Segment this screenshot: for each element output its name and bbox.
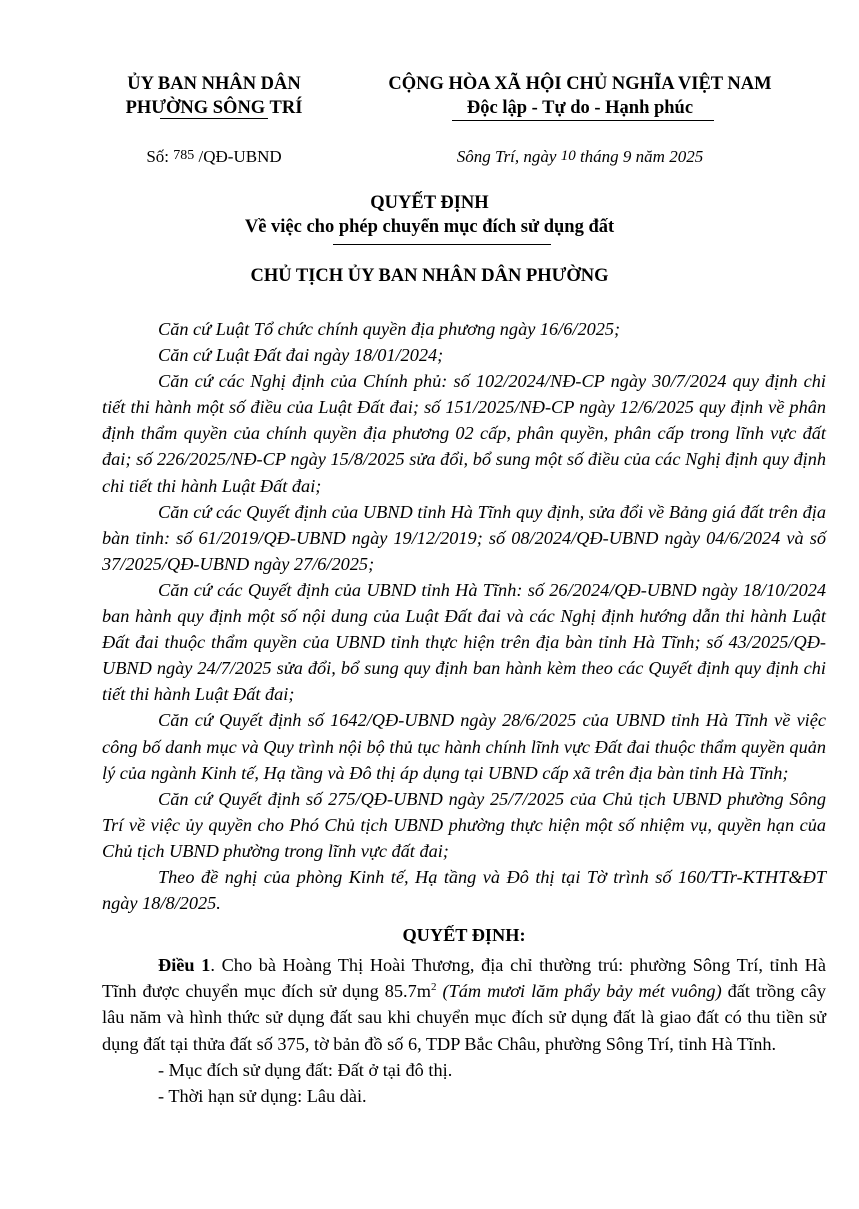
article-1-item: - Mục đích sử dụng đất: Đất ở tại đô thị. [158,1059,453,1080]
decision-heading: QUYẾT ĐỊNH: [402,925,526,946]
authority-line-1: ỦY BAN NHÂN DÂN [127,74,301,94]
area-in-words: (Tám mươi lăm phẩy bảy mét vuông) [436,981,722,1002]
preamble-clause: Căn cứ Luật Đất đai ngày 18/01/2024; [158,345,444,366]
preamble-clause: Căn cứ Quyết định số 1642/QĐ-UBND ngày 28/6/2025 của UBND tỉnh Hà Tĩnh về việc công bố danh mục và Quy trình nội bộ thủ tục hành chính lĩnh vực Đất đai thuộc thẩm quyền quản lý của ngành Kinh tế, Hạ tầng và Đô thị áp dụng tại UBND cấp xã trên địa bàn tỉnh Hà Tĩnh; [102,710,826,783]
document-number-value: 785 [173,148,195,163]
document-body [102,316,826,1109]
article-1: Điều 1. Cho bà Hoàng Thị Hoài Thương, địa chỉ thường trú: phường Sông Trí, tỉnh Hà Tĩnh được chuyển mục đích sử dụng $85.7m^2$ (Tám mươi lăm phẩy bảy mét vuông) đất trồng cây lâu năm và hình thức sử dụng đất sau khi chuyển mục đích sử dụng đất là giao đất có thu tiền sử dụng đất tại thửa đất số 375, tờ bản đồ số 6, TDP Bắc Châu, phường Sông Trí, tỉnh Hà Tĩnh. [102,955,826,1054]
document-type-title: QUYẾT ĐỊNH [370,193,489,213]
authority-underline [160,118,268,119]
motto-underline [452,120,714,121]
preamble-clause: Theo đề nghị của phòng Kinh tế, Hạ tầng và Đô thị tại Tờ trình số 160/TTr-KTHT&ĐT ngày 18/8/2025. [102,866,826,914]
preamble-clause: Căn cứ Luật Tổ chức chính quyền địa phương ngày 16/6/2025; [158,319,621,339]
issuer-title: CHỦ TỊCH ỦY BAN NHÂN DÂN PHƯỜNG [250,266,609,286]
national-motto [340,72,820,120]
country-name: CỘNG HÒA XÃ HỘI CHỦ NGHĨA VIỆT NAM [388,74,772,94]
document-subject: Về việc cho phép chuyển mục đích sử dụng đất [244,217,615,237]
authority-line-2: PHƯỜNG SÔNG TRÍ [125,98,303,118]
preamble-clause: Căn cứ các Quyết định của UBND tỉnh Hà Tĩnh: số 26/2024/QĐ-UBND ngày 18/10/2024 ban hành quy định một số nội dung của Luật Đất đai và các Nghị định hướng dẫn thi hành Luật Đất đai thuộc thẩm quyền của UBND tỉnh thực hiện trên địa bàn tỉnh Hà Tĩnh; số 43/2025/QĐ-UBND ngày 24/7/2025 sửa đổi, bổ sung quy định ban hành kèm theo các Quyết định quy định chi tiết thi hành Luật Đất đai; [102,579,826,705]
preamble-clause: Căn cứ các Nghị định của Chính phủ: số 102/2024/NĐ-CP ngày 30/7/2024 quy định chi tiết thi hành một số điều của Luật Đất đai; số 151/2025/NĐ-CP ngày 12/6/2025 quy định về phân định thẩm quyền của chính quyền địa phương 02 cấp, phân quyền, phân cấp trong lĩnh vực đất đai; số 226/2025/NĐ-CP ngày 15/8/2025 sửa đổi, bổ sung một số điều của các Nghị định quy định chi tiết thi hành Luật Đất đai; [102,371,826,496]
preamble-clause: Căn cứ các Quyết định của UBND tỉnh Hà Tĩnh quy định, sửa đổi về Bảng giá đất trên địa bàn tỉnh: số 61/2019/QĐ-UBND ngày 19/12/2019; số 08/2024/QĐ-UBND ngày 04/6/2024 và số 37/2025/QĐ-UBND ngày 27/6/2025; [102,501,826,574]
article-1-label: Điều 1 [158,955,211,976]
article-1-item: - Thời hạn sử dụng: Lâu dài. [158,1085,367,1106]
date-day: 10 [560,148,576,164]
document-number: Số: 785 /QĐ-UBND [146,147,282,166]
subject-underline [333,244,551,245]
preamble-clause: Căn cứ Quyết định số 275/QĐ-UBND ngày 25/7/2025 của Chủ tịch UBND phường Sông Trí về việc ủy quyền cho Phó Chủ tịch UBND phường thực hiện một số nhiệm vụ, quyền hạn của Chủ tịch UBND phường trong lĩnh vực đất đai; [102,788,826,861]
motto: Độc lập - Tự do - Hạnh phúc [466,98,694,118]
issuing-authority [96,72,332,120]
document-date: Sông Trí, ngày 10 tháng 9 năm 2025 [456,147,704,166]
